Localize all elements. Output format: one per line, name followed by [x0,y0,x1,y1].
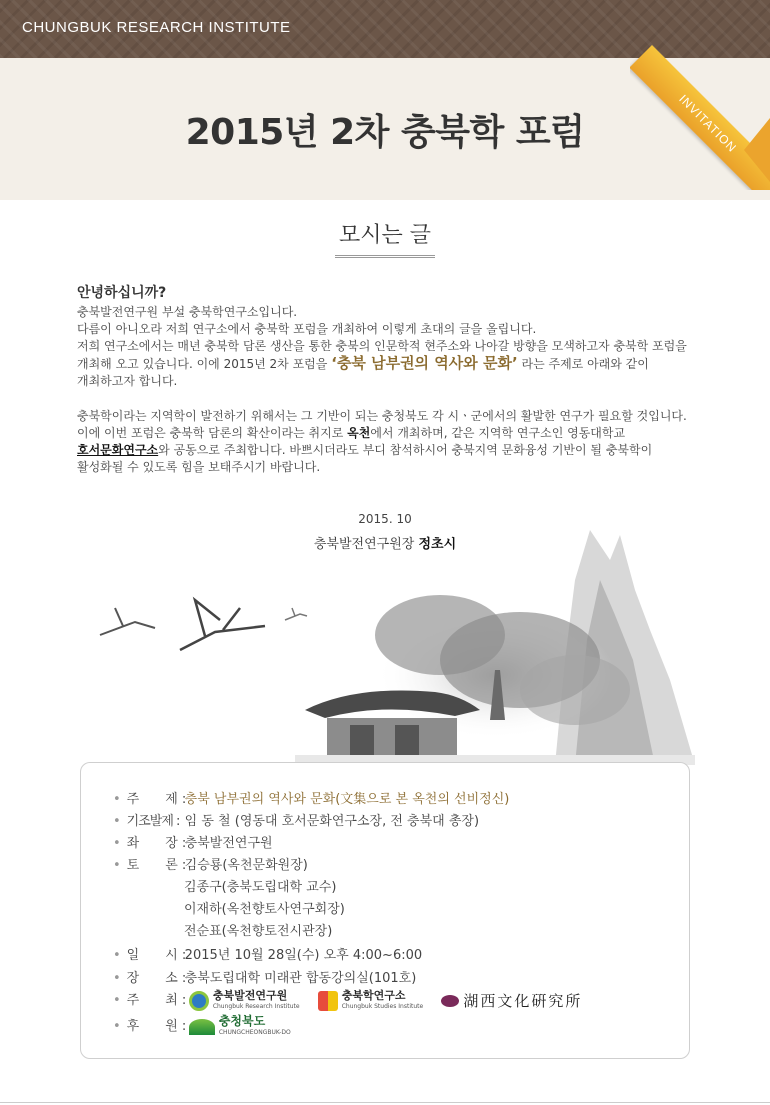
co-host-name: 호서문화연구소 [77,443,159,457]
letter-line: 호서문화연구소와 공동으로 주최합니다. 바쁘시더라도 부디 참석하시어 충북지역 문화융성 기반이 될 충북학이 [77,443,653,457]
greeting: 안녕하십니까? [77,285,167,301]
signer-org: 충북발전연구원장 [313,537,415,552]
letter-line: 개최해 오고 있습니다. 이에 2015년 2차 포럼을 ‘충북 남부권의 역사와 문화’ 라는 주제로 아래와 같이 [77,354,649,372]
pavilion-door [350,725,374,756]
bullet-icon: • [113,971,121,986]
landscape-illustration [95,520,695,765]
detail-host: • 주 최 : 충북발전연구원 Chungbuk Research Institute 충북학연구소 Chungbuk Studies Institute 湖西文化硏究所 [113,988,583,1010]
panelist: 이재하(옥천향토사연구회장) [184,902,345,917]
bullet-icon: • [113,836,121,851]
bullet-icon: • [113,993,121,1008]
letter-line: 다름이 아니오라 저희 연구소에서 충북학 포럼을 개최하여 이렇게 초대의 글을 올립니다. [77,322,537,336]
bullet-icon: • [113,792,121,807]
detail-chair: • 좌 장 :충북발전연구원 [113,836,273,851]
crane-bird [180,600,265,650]
pavilion-body [327,718,457,756]
letter-line: 활성화될 수 있도록 힘을 보태주시기 바랍니다. [77,460,321,474]
hoseo-logo-icon [441,995,459,1007]
detail-keynote: • 기조발제 : 임 동 철 (영동대 호서문화연구소장, 전 충북대 총장) [113,814,480,829]
letter-line: 충북발전연구원 부설 충북학연구소입니다. [77,305,298,319]
panelist: 김승룡(옥천문화원장) [184,858,308,873]
crane-bird [285,608,307,620]
panelist: 김종구(충북도립대학 교수) [184,880,337,895]
host-logo-hoseo: 湖西文化硏究所 [441,990,582,1011]
host-logo-cri: 충북발전연구원 Chungbuk Research Institute [189,990,300,1012]
detail-theme: • 주 제 :충북 남부권의 역사와 문화(文集으로 본 옥천의 선비정신) [113,792,510,807]
venue-city: 옥천 [347,426,371,440]
host-logo-csi: 충북학연구소 Chungbuk Studies Institute [318,990,423,1012]
crane-bird [100,608,155,635]
section-heading: 모시는 글 [335,218,435,258]
invitation-letter [77,285,697,476]
cri-logo-icon [189,991,209,1011]
detail-sponsor: • 후 원 : 충청북도 CHUNGCHEONGBUK-DO [113,1013,291,1036]
signer-name: 정초시 [418,537,457,552]
letter-line: 개최하고자 합니다. [77,374,178,388]
event-details-box [80,762,690,1059]
csi-logo-icon [318,991,338,1011]
letter-date: 2015. 10 [358,512,412,526]
footer-divider [0,1102,770,1103]
tree-canopy [520,655,630,725]
page-title: 2015년 2차 충북학 포럼 [185,112,585,153]
bullet-icon: • [113,814,121,829]
letter-line: 충북학이라는 지역학이 발전하기 위해서는 그 기반이 되는 충청북도 각 시ㆍ군에서의 활발한 연구가 필요할 것입니다. [77,409,687,423]
theme-value: 충북 남부권의 역사와 문화(文集으로 본 옥천의 선비정신) [184,792,510,807]
letter-line: 이에 이번 포럼은 충북학 담론의 확산이라는 취지로 옥천에서 개최하며, 같은 지역학 연구소인 영동대학교 [77,426,626,440]
bullet-icon: • [113,858,121,873]
brand-name: CHUNGBUK RESEARCH INSTITUTE [22,19,291,36]
invitation-ribbon [630,0,770,190]
ribbon-label: INVITATION [630,45,770,190]
letter-line: 저희 연구소에서는 매년 충북학 담론 생산을 통한 충북의 인문학적 현주소와 나아갈 방향을 모색하고자 충북학 포럼을 [77,339,687,353]
bullet-icon: • [113,948,121,963]
chungbuk-logo-icon [189,1019,215,1035]
panelist: 전순표(옥천향토전시관장) [184,924,333,939]
bullet-icon: • [113,1019,121,1034]
sponsor-logo: 충청북도 CHUNGCHEONGBUK-DO [189,1016,291,1038]
pavilion-door [395,725,419,756]
forum-theme: ‘충북 남부권의 역사와 문화’ [331,354,518,372]
detail-panel: • 토 론 :김승룡(옥천문화원장) [113,858,308,873]
detail-place: • 장 소 :충북도립대학 미래관 합동강의실(101호) [113,971,417,986]
detail-time: • 일 시 :2015년 10월 28일(수) 오후 4:00~6:00 [113,948,423,963]
